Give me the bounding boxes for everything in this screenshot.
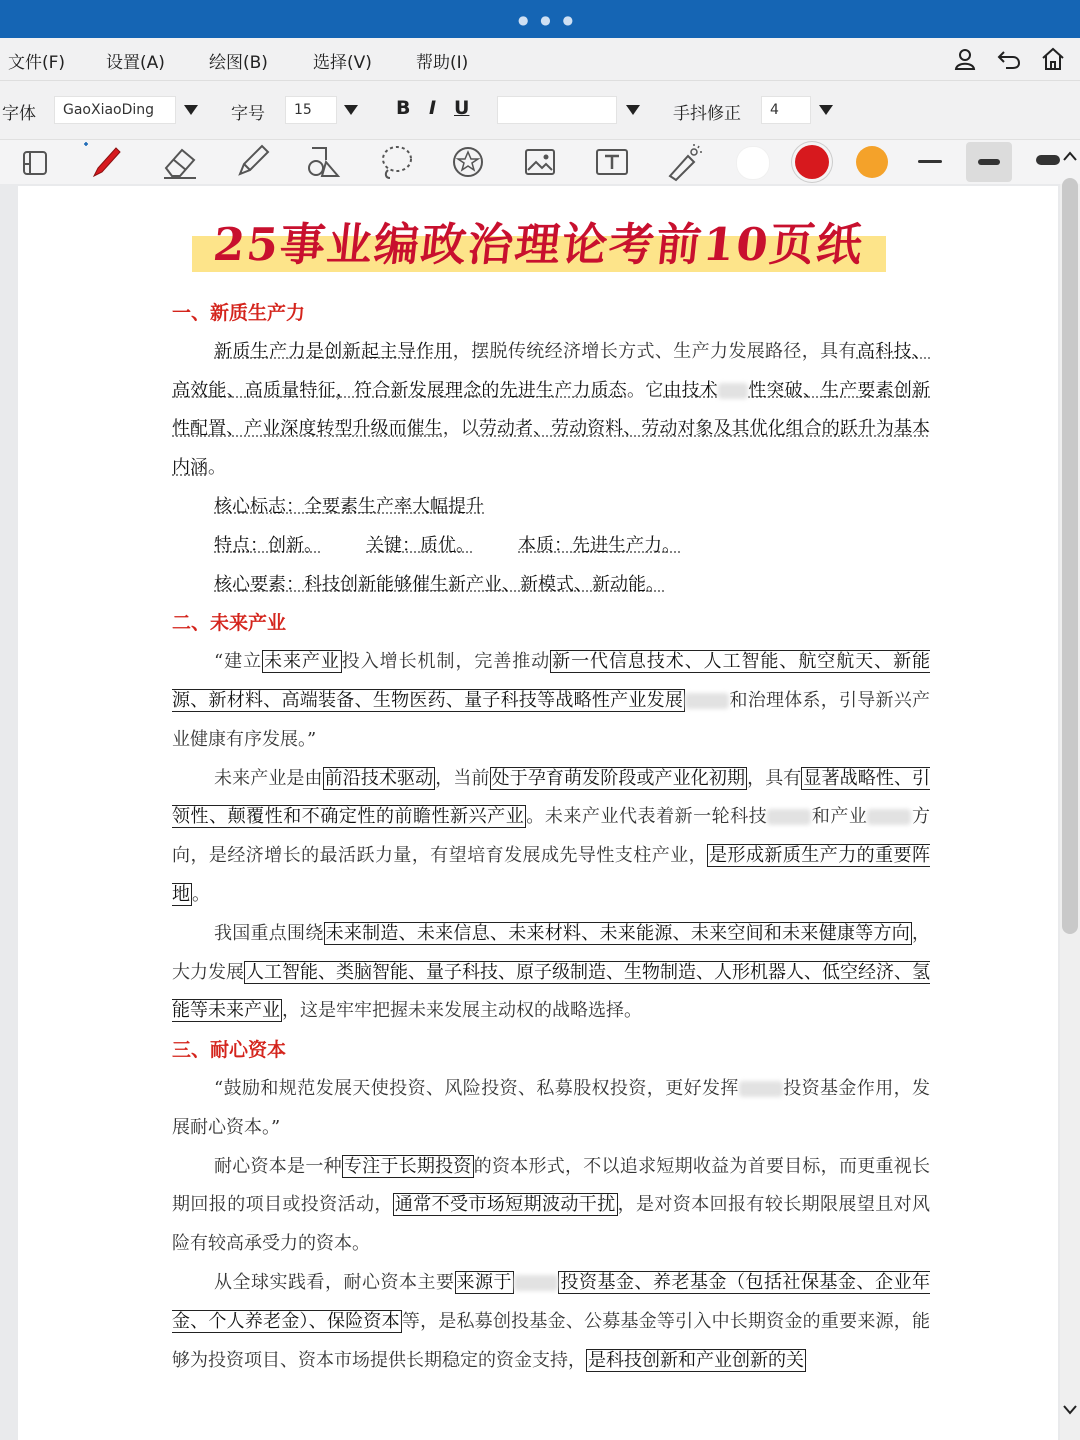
feature-line xyxy=(172,527,930,566)
font-dropdown-icon[interactable] xyxy=(184,105,198,115)
lasso-icon[interactable] xyxy=(376,142,416,182)
font-label: 字体 xyxy=(2,104,36,124)
stroke-medium-line xyxy=(978,159,1000,165)
size-select[interactable]: 15 xyxy=(285,96,337,124)
stroke-medium-option[interactable] xyxy=(966,142,1012,182)
text-span: 核心标志：全要素生产率大幅提升 xyxy=(214,495,484,517)
text-span: 。它 xyxy=(627,379,664,401)
text-span: 专注于长期投资 xyxy=(343,1155,472,1177)
window-handle-dots[interactable]: ● ● ● xyxy=(518,13,578,27)
text-span: ，是对资本回报有较长期限展望且对风险有较高承受力的资本。 xyxy=(172,1194,931,1255)
stroke-correction-select[interactable]: 4 xyxy=(761,96,811,124)
redacted-text xyxy=(514,1275,558,1291)
text-span: 核心要素：科技创新能够催生新产业、新模式、新动能。 xyxy=(214,573,664,595)
stroke-thick-option[interactable] xyxy=(1036,155,1060,165)
text-span: 来源于 xyxy=(456,1271,512,1293)
menu-bar xyxy=(0,38,1080,81)
bold-button[interactable]: B xyxy=(396,97,411,119)
stroke-dropdown-icon[interactable] xyxy=(819,105,833,115)
section3-paragraph xyxy=(172,1148,930,1264)
pen-icon[interactable] xyxy=(84,142,124,182)
section3-heading: 三、耐心资本 xyxy=(172,1039,287,1062)
color-swatch-red[interactable] xyxy=(795,145,829,179)
sticker-icon[interactable] xyxy=(448,142,488,182)
menu-draw[interactable]: 绘图(B) xyxy=(209,53,268,73)
drawing-toolbar xyxy=(0,140,1080,184)
text-span: 是形成新质生产力的重要阵地 xyxy=(172,845,930,905)
text-span: 处于孕育萌发阶段或产业化初期 xyxy=(491,767,746,789)
scroll-up-icon[interactable] xyxy=(1062,150,1078,162)
color-dropdown-icon[interactable] xyxy=(626,105,640,115)
user-icon[interactable] xyxy=(952,46,978,72)
scrollbar-thumb[interactable] xyxy=(1062,178,1078,934)
color-select[interactable] xyxy=(497,96,617,124)
color-swatch-orange[interactable] xyxy=(856,146,888,178)
section2-heading: 二、未来产业 xyxy=(172,612,287,635)
text-span: 未来产业 xyxy=(264,651,340,673)
text-span: 高科技、高效能、高质量特征，符合新发展理念的先进生产力质态 xyxy=(172,340,931,401)
document-title: 25事业编政治理论考前10页纸 xyxy=(210,218,867,271)
text-span: 关键：质优。 xyxy=(366,534,474,556)
size-label: 字号 xyxy=(231,104,265,124)
text-span: 由技术 xyxy=(663,379,719,401)
format-bar xyxy=(0,81,1080,140)
text-span: 是科技创新和产业创新的关 xyxy=(588,1349,804,1371)
stroke-correction-label: 手抖修正 xyxy=(673,104,741,124)
menu-help[interactable]: 帮助(I) xyxy=(416,53,469,73)
text-span: 我国重点围绕 xyxy=(214,922,324,944)
text-span: “建立 xyxy=(214,651,263,673)
text-span: 投入增长机制，完善推动 xyxy=(341,651,551,673)
section3-paragraph-2 xyxy=(172,1264,930,1380)
menu-select[interactable]: 选择(V) xyxy=(313,53,372,73)
stroke-thin-option[interactable] xyxy=(918,160,942,163)
text-span: ，摆脱传统经济增长方式、生产力发展路径，具有 xyxy=(452,340,857,362)
text-span: 的资本形式，不以追求短期收益为首要目标，而更重视长期回报的项目或投资活动， xyxy=(172,1155,931,1216)
text-span: ，具有 xyxy=(747,767,802,789)
text-span: ，当前 xyxy=(435,767,490,789)
text-span: 未来产业是由 xyxy=(214,767,323,789)
home-icon[interactable] xyxy=(1040,46,1066,72)
underline-button[interactable]: U xyxy=(454,97,470,119)
document-body xyxy=(172,294,930,1380)
section2-paragraph xyxy=(172,760,930,915)
redacted-text xyxy=(718,383,748,399)
image-icon[interactable] xyxy=(520,142,560,182)
text-span: 前沿技术驱动 xyxy=(324,767,434,789)
text-span: 。 xyxy=(192,883,210,905)
text-span: 本质：先进生产力。 xyxy=(518,534,680,556)
text-span: ，以 xyxy=(442,418,479,440)
text-span: 和产业 xyxy=(811,806,868,828)
text-span: 性突破、生产要素创新性配置、产业深度转型升级而催生 xyxy=(172,379,931,440)
eraser-icon[interactable] xyxy=(160,142,200,182)
text-span: 等，是私募创投基金、公募基金等引入中长期资金的重要来源，能够为投资项目、资本市场提供长期稳定的资金支持， xyxy=(172,1310,931,1371)
section2-quote xyxy=(172,643,930,759)
text-span: 新一代信息技术、人工智能、航空航天、新能源、新材料、高端装备、生物医药、量子科技等战略性产业发展 xyxy=(172,651,931,711)
redacted-text xyxy=(685,693,729,709)
text-span: 和治理体系，引导新兴产业健康有序发展。” xyxy=(172,689,931,750)
text-span: 投资基金、养老基金（包括社保基金、企业年金、个人养老金）、保险资本 xyxy=(172,1271,930,1332)
menu-settings[interactable]: 设置(A) xyxy=(106,53,165,73)
layout-icon[interactable] xyxy=(16,142,56,182)
undo-icon[interactable] xyxy=(996,46,1022,72)
menu-file[interactable]: 文件(F) xyxy=(8,53,66,73)
text-span: 耐心资本是一种 xyxy=(214,1155,342,1177)
text-span: ，这是牢牢把握未来发展主动权的战略选择。 xyxy=(282,1000,642,1022)
section1-paragraph xyxy=(172,333,930,488)
scroll-down-icon[interactable] xyxy=(1062,1404,1078,1416)
text-span: 方向，是经济增长的最活跃力量，有望培育发展成先导性支柱产业， xyxy=(172,806,931,867)
text-span: 从全球实践看，耐心资本主要 xyxy=(214,1271,455,1293)
text-span: 新质生产力是创新起主导作用 xyxy=(214,340,453,362)
text-span: 劳动者、劳动资料、劳动对象及其优化组合的跃升为基本内涵 xyxy=(172,418,931,479)
laser-pointer-icon[interactable] xyxy=(664,142,704,182)
text-span: 。 xyxy=(208,457,226,479)
core-sign-line xyxy=(172,488,930,527)
text-span: 人工智能、类脑智能、量子科技、原子级制造、生物制造、人形机器人、低空经济、氢能等未来产业 xyxy=(172,961,930,1022)
color-swatch-white[interactable] xyxy=(736,146,770,180)
text-span: 显著战略性、引领性、颠覆性和不确定性的前瞻性新兴产业 xyxy=(172,767,931,828)
text-span: 投资基金作用，发展耐心资本。” xyxy=(172,1077,930,1138)
text-span: 。未来产业代表着新一轮科技 xyxy=(526,806,768,828)
redacted-text xyxy=(867,809,911,825)
italic-button[interactable]: I xyxy=(429,97,437,119)
text-span: ，大力发展 xyxy=(172,922,931,983)
redacted-text xyxy=(739,1081,783,1097)
core-elements-line xyxy=(172,566,930,605)
text-span: “鼓励和规范发展天使投资、风险投资、私募股权投资，更好发挥 xyxy=(214,1077,739,1099)
highlighter-icon[interactable] xyxy=(232,142,272,182)
font-select[interactable]: GaoXiaoDing xyxy=(54,96,176,124)
text-span: 通常不受市场短期波动干扰 xyxy=(394,1194,616,1216)
size-dropdown-icon[interactable] xyxy=(344,105,358,115)
redacted-text xyxy=(767,809,811,825)
text-span: 特点：创新。 xyxy=(214,534,322,556)
window-title-bar xyxy=(0,0,1080,38)
shapes-icon[interactable] xyxy=(304,142,344,182)
text-icon[interactable] xyxy=(592,142,632,182)
section2-paragraph-2 xyxy=(172,915,930,1031)
section1-heading: 一、新质生产力 xyxy=(172,302,306,324)
text-span: 未来制造、未来信息、未来材料、未来能源、未来空间和未来健康等方向 xyxy=(325,922,911,944)
section3-quote xyxy=(172,1070,930,1148)
